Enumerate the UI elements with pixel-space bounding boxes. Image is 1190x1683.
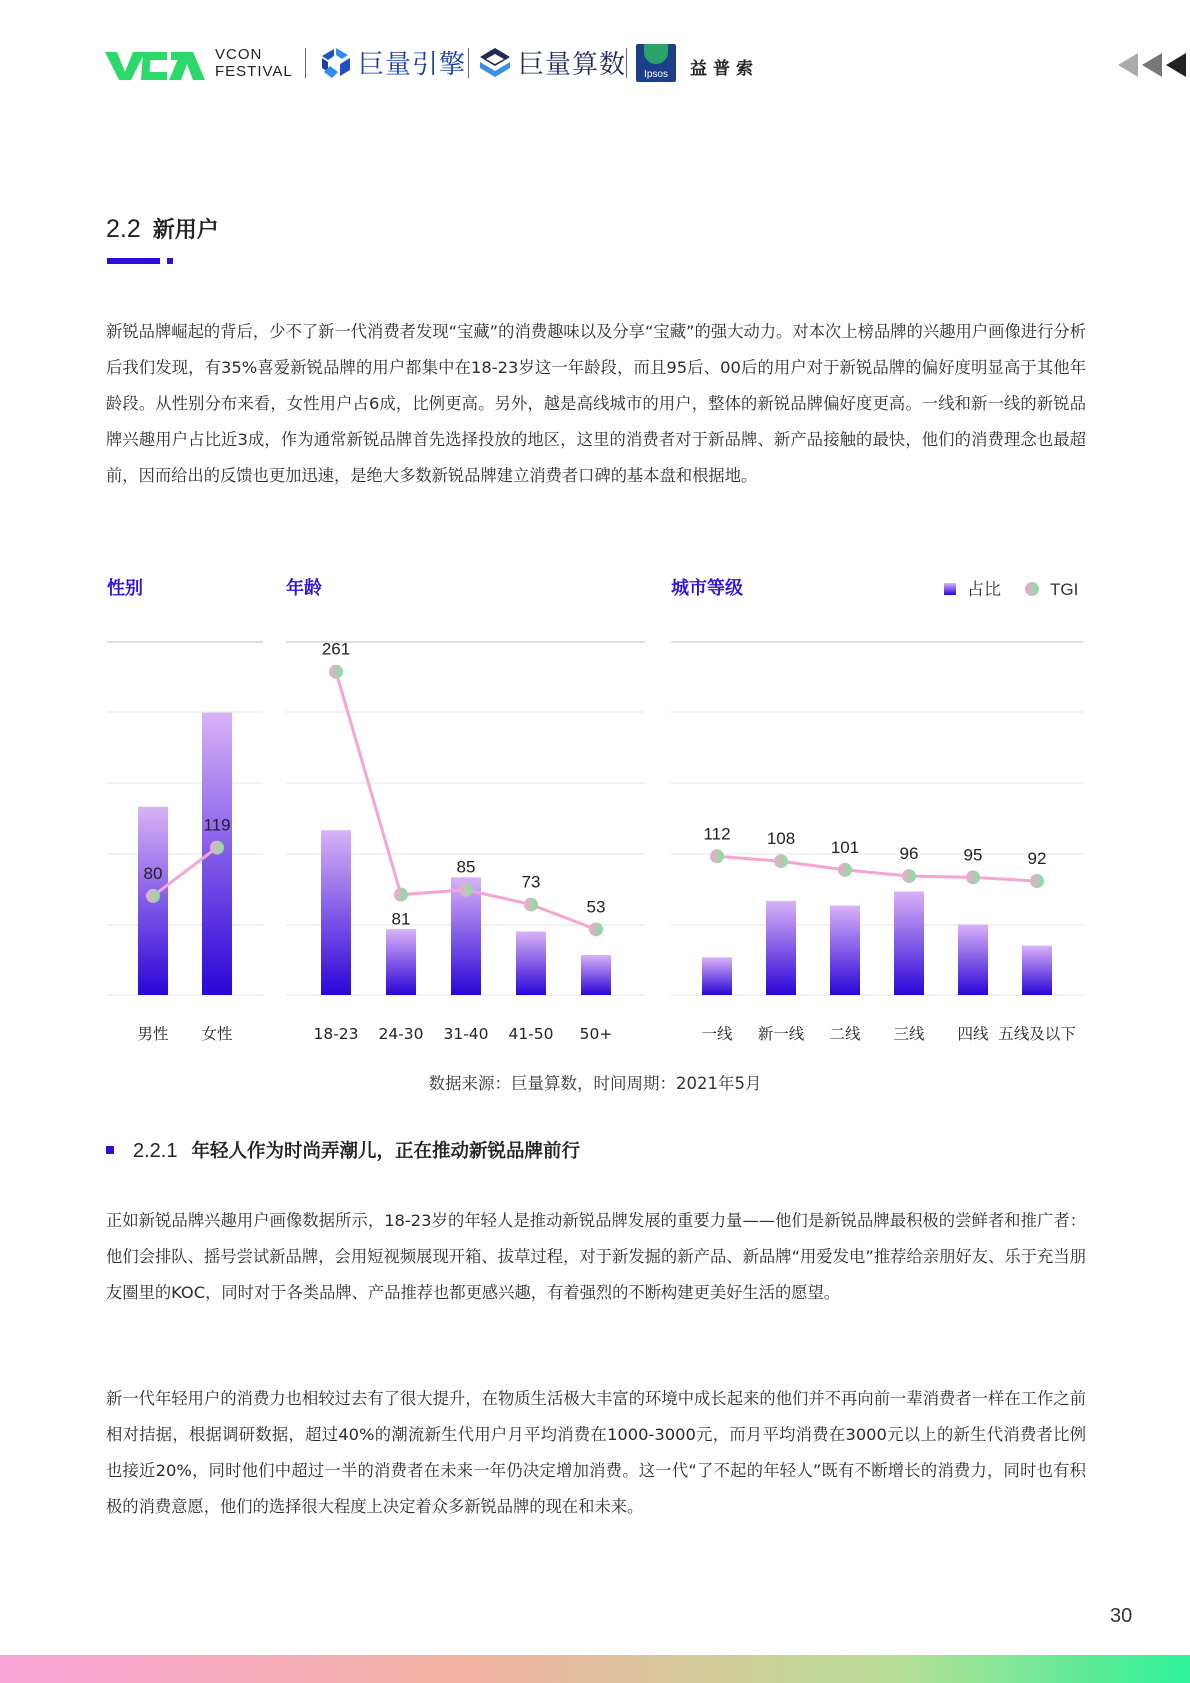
bar-一线: [702, 957, 732, 995]
tgi-point: [902, 869, 916, 883]
tgi-point: [1030, 874, 1044, 888]
header-divider: [468, 48, 469, 78]
title-underline-dot: [167, 258, 173, 264]
ipsos-logo: [636, 44, 676, 82]
subsection-title-text: 年轻人作为时尚弄潮儿，正在推动新锐品牌前行: [191, 1141, 580, 1162]
page-header: [0, 0, 1190, 130]
tgi-label: 96: [899, 844, 919, 864]
juliang-engine-logo: [318, 44, 466, 81]
tgi-label: 81: [391, 909, 411, 929]
intro-paragraph: 新锐品牌崛起的背后，少不了新一代消费者发现“宝藏”的消费趣味以及分享“宝藏”的强大动力。对本次上榜品牌的兴趣用户画像进行分析后我们发现，有35%喜爱新锐品牌的用户都集中在18-23岁这一年龄段，而且95后、00后的用户对于新锐品牌的偏好度明显高于其他年龄段。从性别分布来看，女性用户占6成，比例更高。另外，越是高线城市的用户，整体的新锐品牌偏好度更高。一线和新一线的新锐品牌兴趣用户占比近3成，作为通常新锐品牌首先选择投放的地区，这里的消费者对于新品牌、新产品接触的最快，他们的消费理念也最超前，因而给出的反馈也更加迅速，是绝大多数新锐品牌建立消费者口碑的基本盘和根据地。: [106, 322, 1086, 485]
vcon-festival-text: [215, 46, 293, 80]
subsection-number: 2.2.1: [133, 1140, 178, 1162]
chart-title: 年龄: [286, 578, 322, 599]
tgi-point: [459, 883, 473, 897]
tgi-label: 119: [203, 815, 231, 835]
bar-五线及以下: [1022, 946, 1052, 995]
category-label: 新一线: [757, 1025, 805, 1043]
category-label: 41-50: [508, 1025, 554, 1043]
section-title-text: 新用户: [152, 218, 219, 243]
chart-title: 性别: [107, 578, 143, 599]
legend-bar-swatch: [944, 583, 956, 595]
tgi-point: [774, 854, 788, 868]
data-source-note: 数据来源：巨量算数，时间周期：2021年5月: [428, 1074, 762, 1093]
triple-arrow-icon: [1118, 50, 1190, 80]
body-paragraph-2: 正如新锐品牌兴趣用户画像数据所示，18-23岁的年轻人是推动新锐品牌发展的重要力量——他们是新锐品牌最积极的尝鲜者和推广者：他们会排队、摇号尝试新品牌，会用短视频展现开箱、拔草过程，对于新发掘的新产品、新品牌“用爱发电”推荐给亲朋好友、乐于充当朋友圈里的KOC，同时对于各类品牌、产品推荐也都更感兴趣，有着强烈的不断构建更美好生活的愿望。: [106, 1211, 1086, 1302]
tgi-point: [146, 889, 160, 903]
ipsos-chinese-name: 益普索: [690, 59, 759, 79]
tgi-point: [210, 841, 224, 855]
tgi-point: [710, 849, 724, 863]
chart-title: 城市等级: [671, 578, 743, 599]
juliang-suanshu-label: 巨量算数: [518, 49, 627, 79]
vcon-logo: [105, 48, 205, 82]
category-label: 女性: [201, 1025, 233, 1043]
tgi-point: [838, 863, 852, 877]
legend-tgi-swatch: [1025, 582, 1039, 596]
tgi-label: 108: [766, 829, 796, 849]
section-number: 2.2: [106, 215, 141, 243]
tgi-point: [589, 922, 603, 936]
bar-四线: [958, 924, 988, 995]
tgi-label: 85: [456, 857, 476, 877]
header-divider: [626, 48, 627, 78]
category-label: 男性: [137, 1025, 169, 1043]
bottom-gradient-bar: [0, 1655, 1190, 1683]
chart-panel-3: [671, 577, 1083, 1043]
title-underline: [107, 258, 160, 264]
tgi-label: 92: [1027, 849, 1047, 869]
category-label: 五线及以下: [998, 1025, 1076, 1043]
tgi-point: [524, 898, 538, 912]
tgi-point: [966, 870, 980, 884]
vcon-line2: FESTIVAL: [215, 63, 293, 80]
category-label: 18-23: [313, 1025, 359, 1043]
category-label: 三线: [893, 1025, 925, 1043]
tgi-label: 261: [321, 639, 351, 659]
juliang-suanshu-logo: [478, 44, 626, 81]
category-label: 31-40: [443, 1025, 489, 1043]
subsection-title: [133, 1137, 580, 1163]
category-label: 24-30: [378, 1025, 424, 1043]
page-number: 30: [1110, 1605, 1133, 1627]
section-title: [106, 213, 219, 244]
bar-18-23: [321, 830, 351, 995]
tgi-line: [717, 856, 1037, 881]
tgi-label: 95: [963, 845, 983, 865]
tgi-label: 53: [586, 897, 606, 917]
header-divider: [305, 48, 306, 78]
tgi-point: [394, 888, 408, 902]
juliang-suanshu-icon: [478, 46, 512, 80]
vcon-line1: VCON: [215, 46, 263, 63]
chart-panel-1: [107, 577, 263, 1043]
bar-二线: [830, 906, 860, 995]
juliang-engine-label: 巨量引擎: [358, 49, 467, 79]
subsection-bullet: [106, 1146, 114, 1154]
category-label: 四线: [957, 1025, 989, 1043]
legend-bar-label: 占比: [967, 580, 1001, 600]
user-profile-chart: [0, 560, 1190, 1060]
tgi-label: 73: [521, 872, 541, 892]
bar-新一线: [766, 901, 796, 995]
tgi-label: 80: [143, 863, 163, 883]
bar-三线: [894, 891, 924, 995]
chart-panel-2: [286, 577, 645, 1043]
juliang-engine-icon: [318, 46, 354, 80]
category-label: 50+: [579, 1025, 613, 1043]
bar-50+: [581, 955, 611, 995]
ipsos-logo-text: Ipsos: [644, 69, 668, 80]
body-paragraph-3: 新一代年轻用户的消费力也相较过去有了很大提升，在物质生活极大丰富的环境中成长起来的他们并不再向前一辈消费者一样在工作之前相对拮据，根据调研数据，超过40%的潮流新生代用户月平均消费在1000-3000元，而月平均消费在3000元以上的新生代消费者比例也接近20%，同时他们中超过一半的消费者在未来一年仍决定增加消费。这一代“了不起的年轻人”既有不断增长的消费力，同时也有积极的消费意愿，他们的选择很大程度上决定着众多新锐品牌的现在和未来。: [106, 1389, 1086, 1516]
tgi-label: 112: [703, 824, 731, 844]
tgi-label: 101: [830, 837, 860, 857]
tgi-point: [329, 665, 343, 679]
category-label: 一线: [701, 1025, 733, 1043]
legend-tgi-label: TGI: [1050, 580, 1079, 599]
category-label: 二线: [829, 1025, 861, 1043]
bar-24-30: [386, 929, 416, 995]
bar-41-50: [516, 931, 546, 995]
